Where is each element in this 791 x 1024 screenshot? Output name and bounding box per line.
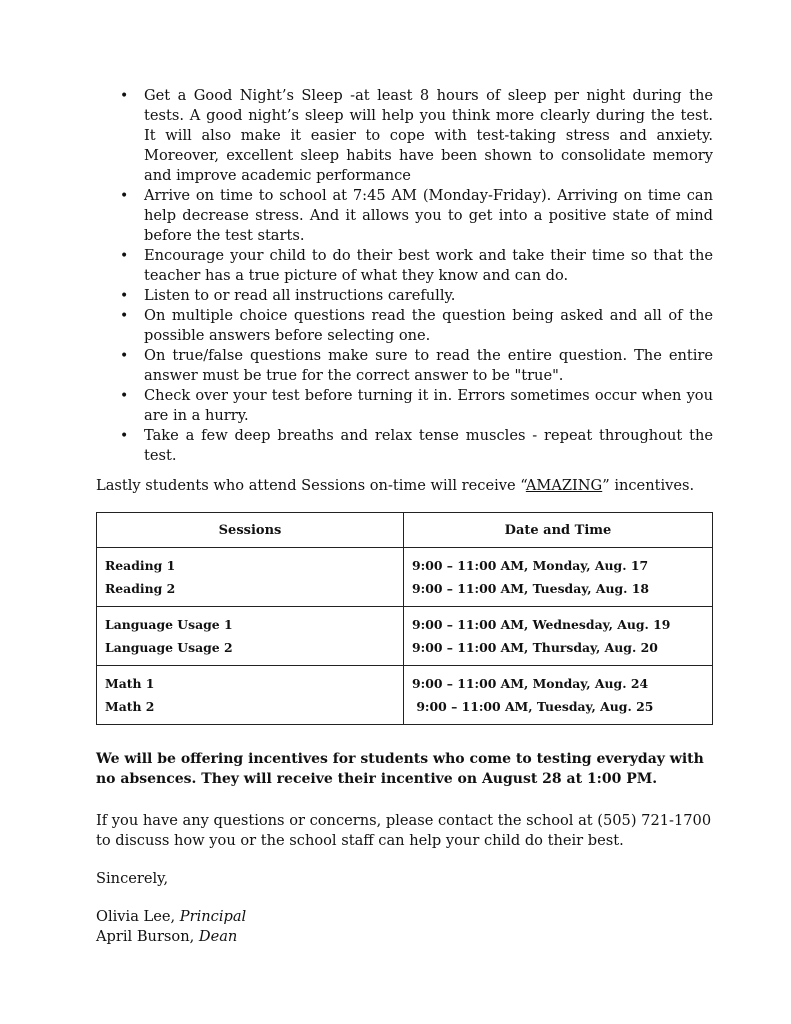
tip-item: • Take a few deep breaths and relax tense muscles - repeat throughout the test.	[120, 426, 713, 466]
session-date-time: 9:00 – 11:00 AM, Tuesday, Aug. 25	[412, 699, 654, 714]
signer-name: Olivia Lee,	[96, 908, 180, 925]
no-absence-incentive-note: We will be offering incentives for students who come to testing everyday with no absences. They will receive their incentive on August 28 at 1:00 PM.	[96, 751, 704, 787]
tip-item: • Check over your test before turning it in. Errors sometimes occur when you are in a hurry.	[120, 386, 713, 426]
signature-block	[96, 907, 713, 947]
session-cell	[97, 548, 404, 607]
incentives-text-before: Lastly students who attend Sessions on-time will receive “	[96, 477, 526, 494]
signer-title: Principal	[179, 908, 247, 925]
session-date-time: 9:00 – 11:00 AM, Tuesday, Aug. 18	[412, 581, 650, 596]
incentives-text-after: ” incentives.	[602, 477, 695, 494]
signer-name: April Burson,	[96, 928, 199, 945]
session-name: Math 1	[105, 676, 155, 691]
session-name: Reading 2	[105, 581, 176, 596]
contact-paragraph: If you have any questions or concerns, please contact the school at (505) 721-1700 to discuss how you or the school staff can help your child do their best.	[96, 812, 712, 849]
session-date-time: 9:00 – 11:00 AM, Monday, Aug. 17	[412, 558, 649, 573]
closing-salutation: Sincerely,	[96, 870, 169, 887]
tip-item: • Listen to or read all instructions carefully.	[120, 286, 713, 306]
session-schedule-table	[96, 512, 713, 725]
tip-item: • Encourage your child to do their best work and take their time so that the teacher has a true picture of what they know and can do.	[120, 246, 713, 286]
date-time-header: Date and Time	[404, 513, 713, 548]
session-cell	[97, 607, 404, 666]
table-row	[97, 548, 713, 607]
signer-title: Dean	[198, 928, 238, 945]
table-header-row	[97, 513, 713, 548]
signature-line	[96, 927, 713, 947]
incentives-paragraph	[96, 476, 713, 496]
session-date-time: 9:00 – 11:00 AM, Thursday, Aug. 20	[412, 640, 658, 655]
session-name: Reading 1	[105, 558, 176, 573]
session-date-time: 9:00 – 11:00 AM, Wednesday, Aug. 19	[412, 617, 671, 632]
session-name: Language Usage 1	[105, 617, 233, 632]
incentives-emphasis: AMAZING	[525, 477, 603, 494]
tip-item: • Arrive on time to school at 7:45 AM (Monday-Friday). Arriving on time can help decrease stress. And it allows you to get into a positive state of mind before the test starts.	[120, 186, 713, 246]
session-date-time: 9:00 – 11:00 AM, Monday, Aug. 24	[412, 676, 649, 691]
table-row	[97, 607, 713, 666]
table-row	[97, 666, 713, 725]
tip-item: • Get a Good Night’s Sleep -at least 8 hours of sleep per night during the tests. A good night’s sleep will help you think more clearly during the test. It will also make it easier to cope with test-taking stress and anxiety. Moreover, excellent sleep habits have been shown to consolidate memory and improve academic performance	[120, 86, 713, 186]
session-name: Language Usage 2	[105, 640, 233, 655]
session-name: Math 2	[105, 699, 155, 714]
test-tips-list	[96, 86, 713, 466]
date-time-cell	[404, 548, 713, 607]
signature-line	[96, 907, 713, 927]
tip-item: • On true/false questions make sure to read the entire question. The entire answer must be true for the correct answer to be "true".	[120, 346, 713, 386]
date-time-cell	[404, 607, 713, 666]
sessions-header: Sessions	[97, 513, 404, 548]
tip-item: • On multiple choice questions read the question being asked and all of the possible answers before selecting one.	[120, 306, 713, 346]
session-cell	[97, 666, 404, 725]
date-time-cell	[404, 666, 713, 725]
